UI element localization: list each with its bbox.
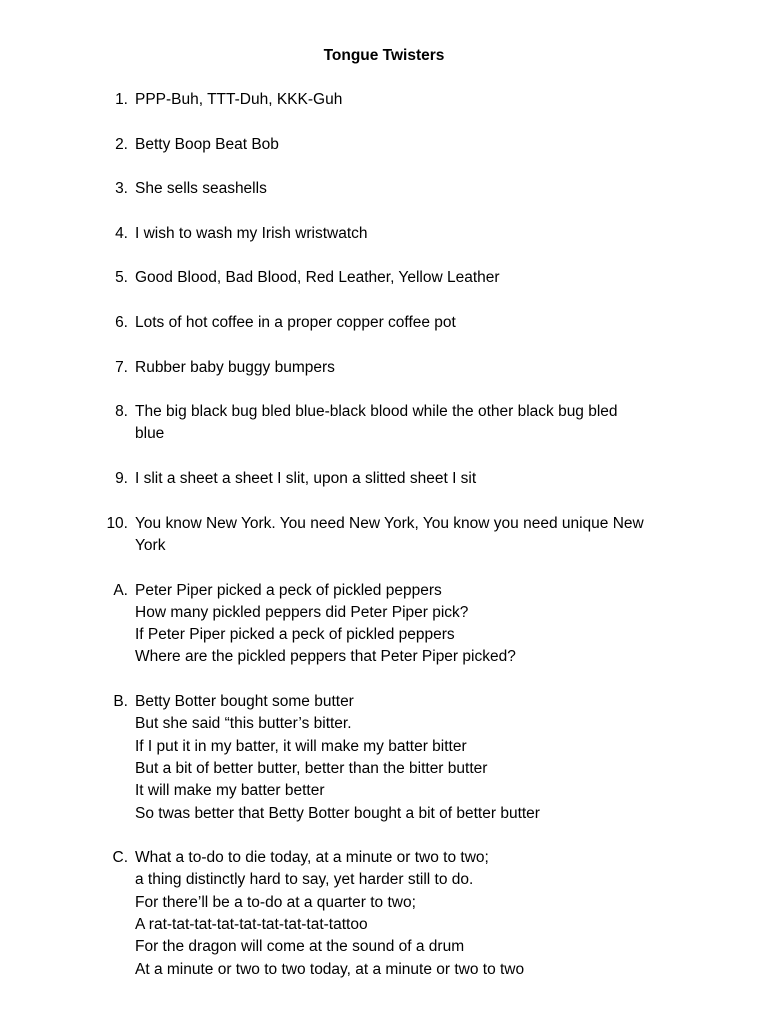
- item-line: At a minute or two to two today, at a minute or two to two: [135, 960, 525, 978]
- item-line: But she said “this butter’s bitter.: [135, 715, 352, 733]
- item-marker: 2.: [115, 135, 128, 153]
- tongue-twister-list: [0, 89, 768, 1003]
- item-text: [135, 357, 685, 379]
- numbered-item: [0, 401, 768, 446]
- item-line: How many pickled peppers did Peter Piper pick?: [135, 603, 469, 621]
- item-line: Peter Piper picked a peck of pickled peppers: [135, 581, 442, 599]
- item-line: Betty Boop Beat Bob: [135, 135, 279, 153]
- numbered-item: [0, 134, 768, 156]
- item-text: [135, 267, 685, 289]
- numbered-item: [0, 468, 768, 490]
- item-line: Rubber baby buggy bumpers: [135, 358, 335, 376]
- item-text: [135, 513, 685, 558]
- item-marker: 1.: [115, 91, 128, 108]
- item-text: [135, 178, 685, 200]
- item-marker: 5.: [115, 269, 128, 287]
- item-marker: 4.: [115, 224, 128, 242]
- item-line: York: [135, 536, 166, 554]
- numbered-item: [0, 89, 768, 111]
- item-text: [135, 468, 685, 490]
- item-line: For the dragon will come at the sound of a drum: [135, 938, 465, 956]
- item-line: Betty Botter bought some butter: [135, 693, 354, 711]
- item-line: So twas better that Betty Botter bought a bit of better butter: [135, 804, 540, 822]
- item-marker: 9.: [115, 470, 128, 488]
- item-line: A rat-tat-tat-tat-tat-tat-tat-tat-tattoo: [135, 915, 368, 933]
- item-text: [135, 89, 685, 111]
- item-text: [135, 134, 685, 156]
- numbered-item: [0, 267, 768, 289]
- item-line: Lots of hot coffee in a proper copper coffee pot: [135, 313, 456, 331]
- lettered-item: [0, 691, 768, 825]
- item-marker: 7.: [115, 358, 128, 376]
- item-text: [135, 691, 685, 825]
- item-line: It will make my batter better: [135, 782, 325, 800]
- numbered-item: [0, 513, 768, 558]
- item-text: [135, 580, 685, 669]
- numbered-item: [0, 312, 768, 334]
- item-marker: 6.: [115, 313, 128, 331]
- item-line: I slit a sheet a sheet I slit, upon a slitted sheet I sit: [135, 470, 477, 488]
- item-line: She sells seashells: [135, 180, 267, 198]
- item-marker: 8.: [115, 403, 128, 421]
- document-title: Tongue Twisters: [323, 47, 445, 64]
- numbered-item: [0, 357, 768, 379]
- item-line: Where are the pickled peppers that Peter Piper picked?: [135, 648, 516, 666]
- item-text: [135, 223, 685, 245]
- item-line: What a to-do to die today, at a minute or two to two;: [135, 849, 489, 867]
- item-line: Good Blood, Bad Blood, Red Leather, Yellow Leather: [135, 269, 500, 287]
- item-line: blue: [135, 425, 165, 443]
- item-line: But a bit of better butter, better than the bitter butter: [135, 759, 488, 777]
- numbered-item: [0, 223, 768, 245]
- numbered-item: [0, 178, 768, 200]
- item-line: I wish to wash my Irish wristwatch: [135, 224, 368, 242]
- item-text: [135, 847, 685, 981]
- lettered-item: [0, 580, 768, 669]
- item-line: For there’ll be a to-do at a quarter to two;: [135, 893, 416, 911]
- item-line: If Peter Piper picked a peck of pickled peppers: [135, 626, 455, 644]
- lettered-item: [0, 847, 768, 981]
- item-line: If I put it in my batter, it will make my batter bitter: [135, 737, 467, 755]
- item-line: PPP-Buh, TTT-Duh, KKK-Guh: [135, 91, 343, 108]
- item-marker: B.: [113, 693, 128, 711]
- item-line: The big black bug bled blue-black blood while the other black bug bled: [135, 403, 618, 421]
- item-text: [135, 312, 685, 334]
- item-marker: 10.: [106, 514, 128, 532]
- item-marker: A.: [113, 581, 128, 599]
- item-marker: C.: [112, 849, 128, 867]
- item-line: You know New York. You need New York, You know you need unique New: [135, 514, 644, 532]
- item-text: [135, 401, 685, 446]
- item-line: a thing distinctly hard to say, yet harder still to do.: [135, 871, 474, 889]
- item-marker: 3.: [115, 180, 128, 198]
